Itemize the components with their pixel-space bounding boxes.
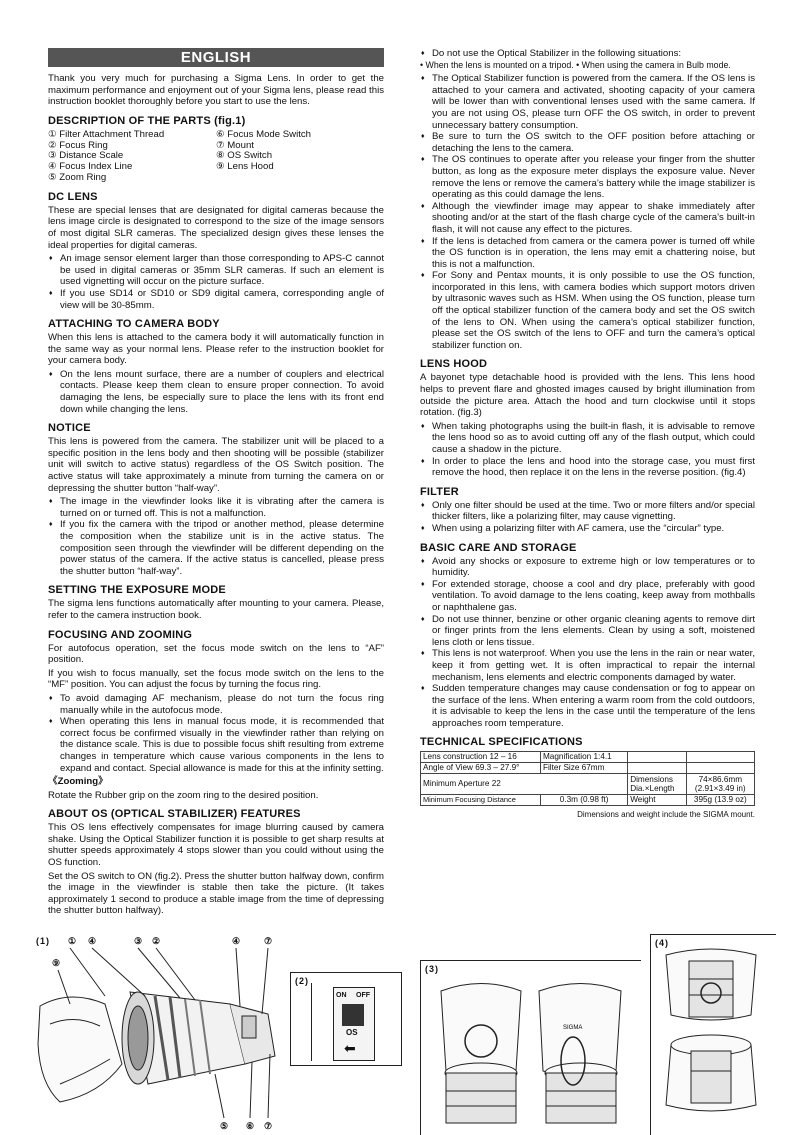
spec-cell: Magnification 1:4.1: [540, 752, 627, 763]
parts-list: [48, 130, 384, 184]
part-item: ⑧ OS Switch: [216, 150, 273, 162]
bullet-item: ♦ Only one filter should be used at the time. Two or more filters and/or special thicker filters, like a polarizing filter, may cause vignetting.: [420, 500, 755, 523]
figure-3-label: (3): [425, 964, 439, 974]
exposure-heading: SETTING THE EXPOSURE MODE: [48, 584, 226, 597]
care-heading: BASIC CARE AND STORAGE: [420, 541, 577, 554]
attaching-body: When this lens is attached to the camera body it will automatically function in the same way as your normal lens. Please refer to the instruction booklet for your camera body.: [48, 332, 384, 367]
about-os-p2: Set the OS switch to ON (fig.2). Press the shutter button halfway down, confirm the image in the viewfinder is stable then take the picture. (It takes approximately 1 second to produce a stable image from the time of depressing the shutter button halfway).: [48, 870, 384, 917]
figure-3: [420, 960, 641, 1135]
focusing-bullets: [48, 693, 384, 774]
attaching-heading: ATTACHING TO CAMERA BODY: [48, 318, 220, 331]
specs-table: [420, 751, 755, 806]
os-switch-knob: [342, 1004, 364, 1026]
specs-heading: TECHNICAL SPECIFICATIONS: [420, 736, 583, 749]
callout-number: ⑤: [220, 1121, 230, 1131]
callout-number: ⑦: [264, 1121, 274, 1131]
callout-number: ⑦: [264, 936, 274, 946]
spec-cell: [686, 752, 754, 763]
bullet-item: ♦ Avoid any shocks or exposure to extreme high or low temperatures or to humidity.: [420, 556, 755, 579]
spec-cell: Minimum Aperture 22: [421, 774, 628, 795]
os-cont-intro: [420, 48, 755, 60]
bullet-item: ♦ If you use SD14 or SD10 or SD9 digital camera, corresponding angle of view will be 30-85mm.: [48, 288, 384, 311]
exposure-body: The sigma lens functions automatically after mounting to your camera. Please, refer to the camera instruction book.: [48, 598, 384, 621]
lens-illustration: [30, 934, 285, 1120]
spec-cell: [686, 763, 754, 774]
part-item: ④ Focus Index Line: [48, 161, 133, 173]
part-item: ③ Distance Scale: [48, 150, 124, 162]
os-on-label: ON: [336, 992, 347, 999]
part-item: ⑥ Focus Mode Switch: [216, 128, 311, 140]
arrow-left-icon: ⬅: [344, 1040, 356, 1056]
part-item: ⑤ Zoom Ring: [48, 171, 107, 183]
spec-cell: Weight: [628, 795, 686, 806]
spec-cell: 0.3m (0.98 ft): [540, 795, 627, 806]
focusing-heading: FOCUSING AND ZOOMING: [48, 628, 193, 641]
notice-bullets: [48, 496, 384, 577]
figure-4: [650, 934, 776, 1135]
figure-1-label: (1): [36, 936, 50, 946]
bullet-item: ♦ For extended storage, choose a cool and dry place, preferably with good ventilation. To avoid damage to the lens coating, keep away from mothballs or naphthalene gas.: [420, 579, 755, 614]
figure-2-label: (2): [295, 976, 309, 986]
specs-note: Dimensions and weight include the SIGMA mount.: [577, 810, 755, 820]
lens-hood-body: A bayonet type detachable hood is provided with the lens. This lens hood helps to prevent flare and ghosted images caused by bright illumination from outside the picture area. Attach the hood and turn clockwise until it stops rotation. (fig.3): [420, 372, 755, 419]
callout-number: ⑥: [246, 1121, 256, 1131]
bullet-item: ♦ If you fix the camera with the tripod or another method, please determine the composition when the stabilize unit is in the active status. The composition seen through the viewfinder will be different depending on the power status of the camera. If the active status is cancelled, please press the shutter button “half-way”.: [48, 519, 384, 577]
zooming-body: Rotate the Rubber grip on the zoom ring to the desired position.: [48, 789, 319, 801]
bullet-item: ♦ In order to place the lens and hood into the storage case, you must first remove the hood, then replace it on the lens in the reverse position. (fig.4): [420, 456, 755, 479]
figure-4-label: (4): [655, 938, 669, 948]
os-cont-bullets: [420, 73, 755, 351]
zooming-subheading: 《Zooming》: [48, 776, 108, 788]
spec-cell: [628, 763, 686, 774]
part-item: ⑨ Lens Hood: [216, 161, 274, 173]
bullet-item: ♦ When operating this lens in manual focus mode, it is recommended that correct focus be confirmed visually in the viewfinder rather than relying on the distance scale. This is due to possible focus shift resulting from extreme changes in temperature which cause various components in the lens to expand and contact. Special allowance is made for this at the infinity setting.: [48, 716, 384, 774]
bullet-item: ♦ Do not use thinner, benzine or other organic cleaning agents to remove dirt or finger prints from the lens elements. Clean by using a soft, moistened lens cloth or lens tissue.: [420, 614, 755, 649]
part-item: ⑦ Mount: [216, 139, 254, 151]
lens-hood-bullets: [420, 421, 755, 479]
parts-list-left: [48, 130, 216, 184]
about-os-heading: ABOUT OS (OPTICAL STABILIZER) FEATURES: [48, 808, 301, 821]
dc-lens-body: These are special lenses that are designated for digital cameras because the lens image circle is designated to correspond to the size of the image sensors of most digital SLR cameras. The specialized design gives these lenses the ideal properties for digital cameras.: [48, 204, 384, 251]
callout-number: ②: [152, 936, 162, 946]
bullet-item: ♦ Be sure to turn the OS switch to the OFF position before attaching or detaching the lens to the camera.: [420, 131, 755, 154]
hood-attach-illustration: [421, 961, 641, 1135]
spec-cell: Angle of View 69.3 – 27.9°: [421, 763, 541, 774]
figure-1: [30, 934, 285, 1134]
spec-cell: 395g (13.9 oz): [686, 795, 754, 806]
notice-body: This lens is powered from the camera. The stabilizer unit will be placed to a specific position in the lens body and then shooting will be possible (stabilizer unit will switch to active status) regardless of the OS Switch position. The active status will take approximately a minute from turning the camera on or depressing the shutter button “half-way”.: [48, 436, 384, 494]
callout-number: ⑨: [52, 958, 62, 968]
bullet-item: ♦ An image sensor element larger than those corresponding to APS-C cannot be used in digital cameras or 35mm SLR cameras. If such an element is used vignetting will occur on the picture surface.: [48, 253, 384, 288]
lens-hood-heading: LENS HOOD: [420, 358, 488, 371]
callout-number: ①: [68, 936, 78, 946]
parts-heading: DESCRIPTION OF THE PARTS (fig.1): [48, 114, 246, 127]
filter-bullets: [420, 500, 755, 535]
focusing-p2: If you wish to focus manually, set the focus mode switch on the lens to the “MF” position. You can adjust the focus by turning the focus ring.: [48, 667, 384, 691]
bullet-item: ♦ The OS continues to operate after you release your finger from the shutter button, as long as the exposure meter displays the exposure value. Never remove the lens or remove the camera’s battery while the image stabilizer is operating as this could damage the lens.: [420, 154, 755, 200]
os-cont-situations: • When the lens is mounted on a tripod. • When using the camera in Bulb mode.: [420, 59, 731, 70]
callout-number: ③: [134, 936, 144, 946]
bullet-item: ♦ Although the viewfinder image may appear to shake immediately after shooting and/or at the start of the flash charge cycle of the camera’s built-in flash, it will not cause any effect to the pictures.: [420, 201, 755, 236]
bullet-item: ♦ Do not use the Optical Stabilizer in the following situations:: [420, 48, 755, 60]
intro-paragraph: Thank you very much for purchasing a Sigma Lens. In order to get the maximum performance and enjoyment out of your Sigma lens, please read this instruction booklet thoroughly before you start to use the lens.: [48, 73, 384, 108]
attaching-bullets: [48, 369, 384, 415]
bullet-item: ♦ For Sony and Pentax mounts, it is only possible to use the OS function, incorporated in this lens, with camera bodies which support motors driven by ultrasonic waves such as HSM. When using the OS function, please turn off the optical stabilizer function of the camera body and set the OS switch of the lens to ON. When using the camera’s optical stabilizer function, please set the OS switch of the lens to OFF and turn the camera’s optical stabilizer function on.: [420, 270, 755, 351]
callout-number: ④: [88, 936, 98, 946]
about-os-p1: This OS lens effectively compensates for image blurring caused by camera shake. Using the Optical Stabilizer function it is possible to get sharp results at shutter speeds approximately 4 stops slower than you could without using the OS function.: [48, 822, 384, 869]
care-bullets: [420, 556, 755, 730]
left-column: [48, 48, 384, 919]
hood-reverse-illustration: [651, 935, 776, 1131]
dc-lens-heading: DC LENS: [48, 190, 98, 203]
spec-cell: Dimensions Dia.×Length: [628, 774, 686, 795]
divider: [311, 983, 312, 1061]
spec-cell: [628, 752, 686, 763]
bullet-item: ♦ This lens is not waterproof. When you use the lens in the rain or near water, keep it from getting wet. It is often impractical to repair the internal mechanism, lens elements and electric components damaged by water.: [420, 648, 755, 683]
spec-cell: Minimum Focusing Distance: [421, 795, 541, 806]
spec-cell: Filter Size 67mm: [540, 763, 627, 774]
bullet-item: ♦ To avoid damaging AF mechanism, please do not turn the focus ring manually while in the autofocus mode.: [48, 693, 384, 716]
brand-label: SIGMA: [563, 1025, 583, 1031]
focusing-p1: For autofocus operation, set the focus mode switch on the lens to “AF” position.: [48, 642, 384, 666]
callout-number: ④: [232, 936, 242, 946]
figure-2: [290, 972, 402, 1066]
os-off-label: OFF: [356, 992, 370, 999]
part-item: ① Filter Attachment Thread: [48, 128, 165, 140]
bullet-item: ♦ The Optical Stabilizer function is powered from the camera. If the OS lens is attached to your camera and activated, shooting capacity of your camera will be lower than with conventional lenses used with the same camera. If you are not using OS, please turn OFF the OS switch, in order to prevent unnecessary battery consumption.: [420, 73, 755, 131]
bullet-item: ♦ If the lens is detached from camera or the camera power is turned off while the OS function is in operation, the lens may emit a chattering noise, but this is not a malfunction.: [420, 236, 755, 271]
right-column: [420, 48, 755, 821]
filter-heading: FILTER: [420, 485, 459, 498]
spec-cell: Lens construction 12 – 16: [421, 752, 541, 763]
os-label: OS: [346, 1028, 358, 1037]
dc-lens-bullets: [48, 253, 384, 311]
bullet-item: ♦ The image in the viewfinder looks like it is vibrating after the camera is turned on or turned off. This is not a malfunction.: [48, 496, 384, 519]
parts-list-right: [216, 130, 384, 184]
bullet-item: ♦ When taking photographs using the built-in flash, it is advisable to remove the lens hood so as to avoid cutting off any of the flash output, which could cause a shadow in the picture.: [420, 421, 755, 456]
notice-heading: NOTICE: [48, 422, 91, 435]
part-item: ② Focus Ring: [48, 139, 108, 151]
spec-cell: 74×86.6mm (2.91×3.49 in): [686, 774, 754, 795]
os-switch-panel: [333, 987, 375, 1061]
bullet-item: ♦ When using a polarizing filter with AF camera, use the “circular” type.: [420, 523, 755, 535]
language-banner: ENGLISH: [48, 48, 384, 67]
bullet-item: ♦ On the lens mount surface, there are a number of couplers and electrical contacts. Please keep them clean to ensure proper connection. To avoid damaging the lens, be especially sure to place the lens with its front end down while changing the lens.: [48, 369, 384, 415]
bullet-item: ♦ Sudden temperature changes may cause condensation or fog to appear on the surface of the lens. When entering a warm room from the cold outdoors, it is advisable to keep the lens in the case until the temperature of the lens approaches room temperature.: [420, 683, 755, 729]
